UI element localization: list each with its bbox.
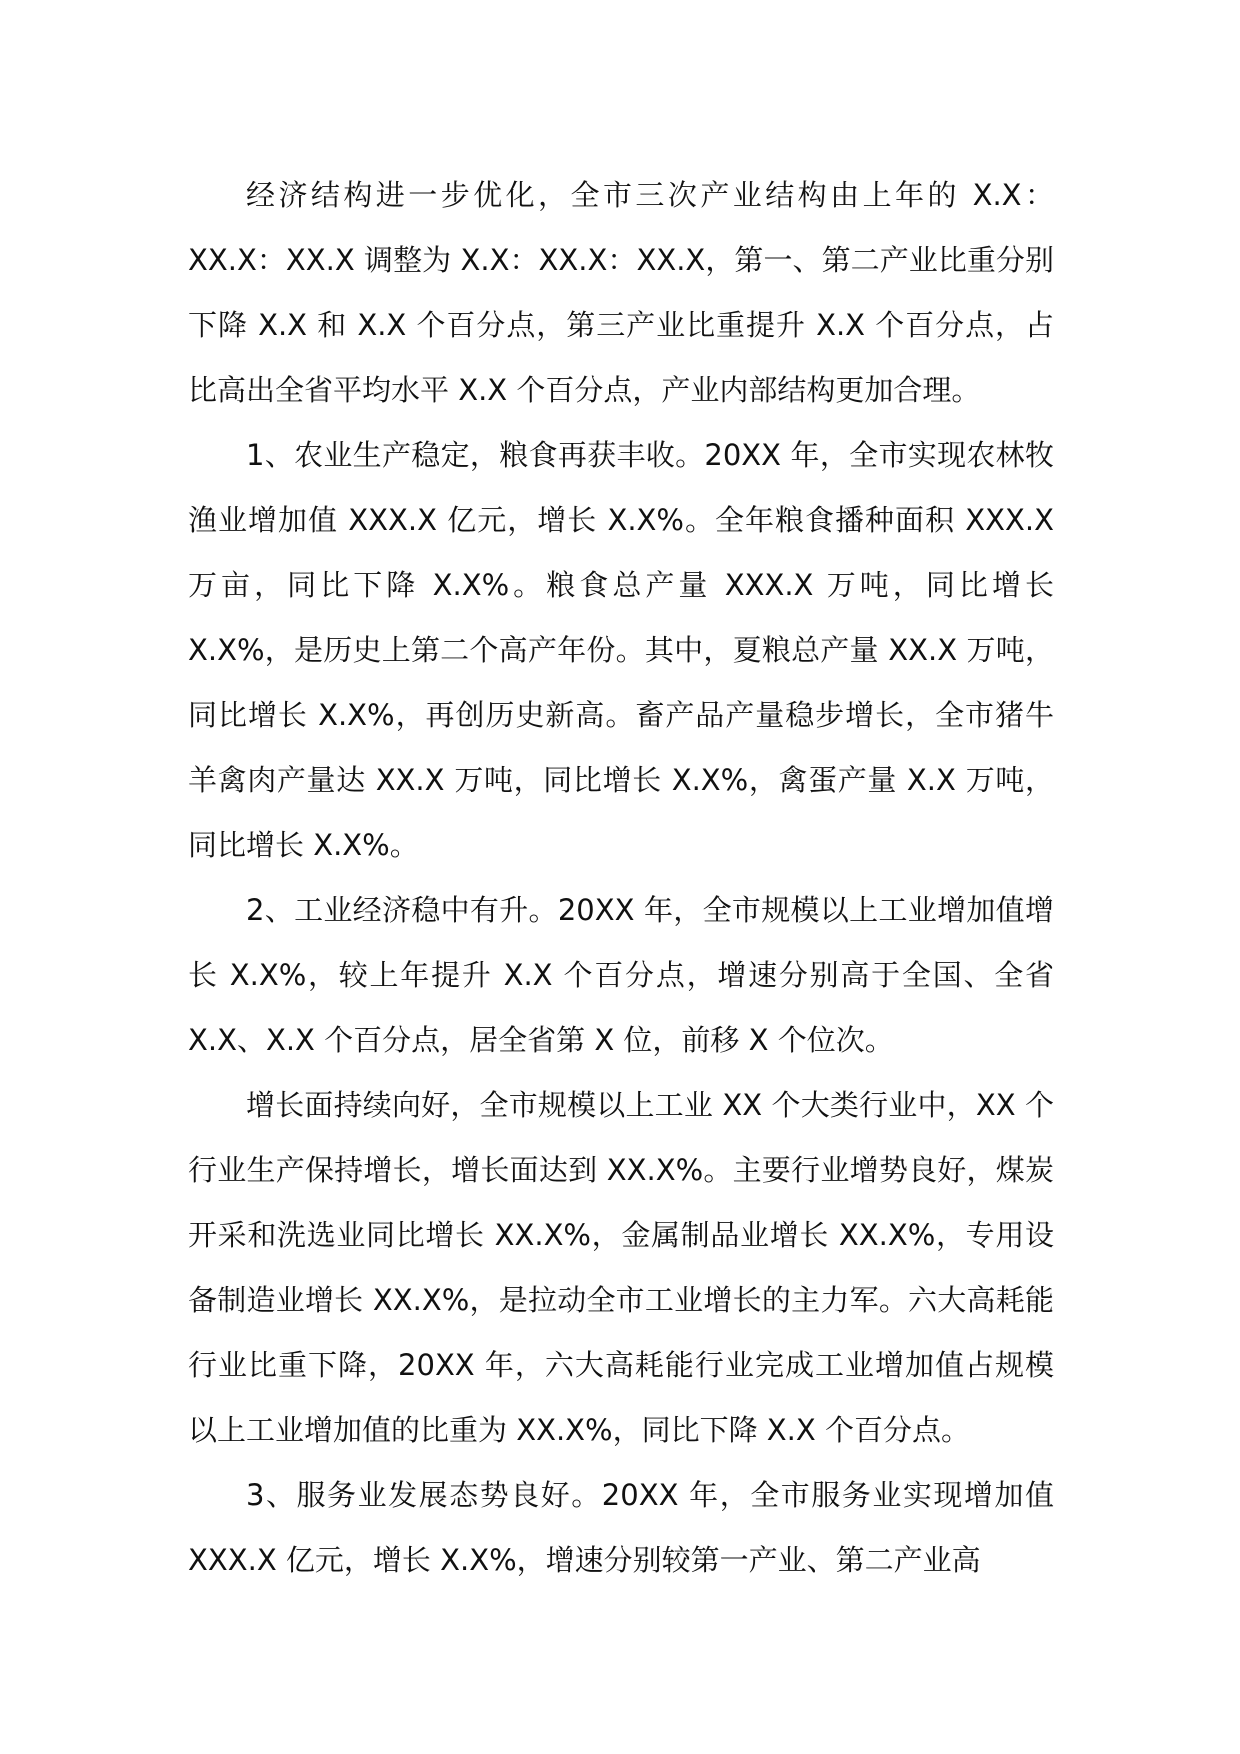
paragraph-services: 3、服务业发展态势良好。20XX 年，全市服务业实现增加值 XXX.X 亿元，增长 X.X%，增速分别较第一产业、第二产业高 bbox=[188, 1478, 1054, 1577]
document-body bbox=[188, 163, 1054, 1593]
paragraph-economic-structure: 经济结构进一步优化，全市三次产业结构由上年的 X.X：XX.X：XX.X 调整为 X.X：XX.X：XX.X，第一、第二产业比重分别下降 X.X 和 X.X 个百分点，第三产业比重提升 X.X 个百分点，占比高出全省平均水平 X.X 个百分点，产业内部结构更加合理。 bbox=[188, 178, 1054, 407]
paragraph-industry-growth: 增长面持续向好，全市规模以上工业 XX 个大类行业中，XX 个行业生产保持增长，增长面达到 XX.X%。主要行业增势良好，煤炭开采和洗选业同比增长 XX.X%，金属制品业增长 XX.X%，专用设备制造业增长 XX.X%，是拉动全市工业增长的主力军。六大高耗能行业比重下降，20XX 年，六大高耗能行业完成工业增加值占规模以上工业增加值的比重为 XX.X%，同比下降 X.X 个百分点。 bbox=[188, 1088, 1054, 1447]
paragraph-industry: 2、工业经济稳中有升。20XX 年，全市规模以上工业增加值增长 X.X%，较上年提升 X.X 个百分点，增速分别高于全国、全省 X.X、X.X 个百分点，居全省第 X 位，前移 X 个位次。 bbox=[188, 893, 1054, 1057]
paragraph-agriculture: 1、农业生产稳定，粮食再获丰收。20XX 年，全市实现农林牧渔业增加值 XXX.X 亿元，增长 X.X%。全年粮食播种面积 XXX.X 万亩，同比下降 X.X%。粮食总产量 XXX.X 万吨，同比增长 X.X%，是历史上第二个高产年份。其中，夏粮总产量 XX.X 万吨，同比增长 X.X%，再创历史新高。畜产品产量稳步增长，全市猪牛羊禽肉产量达 XX.X 万吨，同比增长 X.X%，禽蛋产量 X.X 万吨，同比增长 X.X%。 bbox=[188, 438, 1054, 862]
